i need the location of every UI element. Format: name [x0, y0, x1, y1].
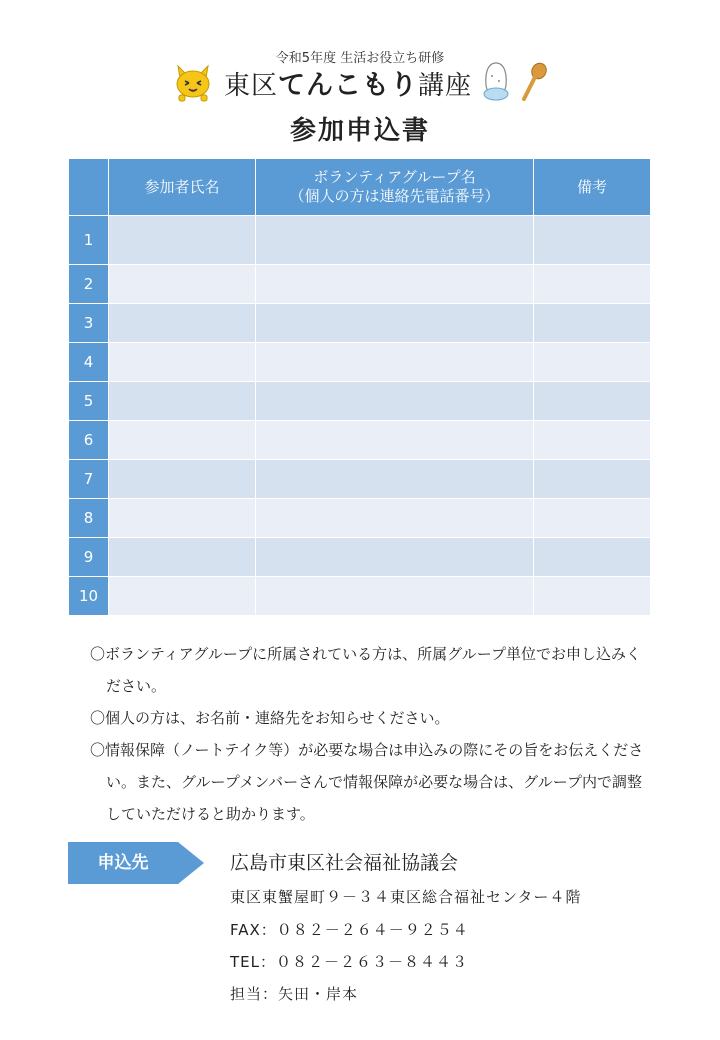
title-suffix: 講座: [418, 70, 473, 101]
note-information-support: 〇情報保障（ノートテイク等）が必要な場合は申込みの際にその旨をお伝えください。また、グループメンバーさんで情報保障が必要な場合は、グループ内で調整していただけると助かります。: [90, 741, 644, 823]
group-name-cell[interactable]: [256, 538, 534, 577]
table-row: [69, 421, 651, 460]
remarks-cell[interactable]: [534, 460, 651, 499]
remarks-cell[interactable]: [534, 538, 651, 577]
row-number: 7: [69, 460, 109, 499]
remarks-cell[interactable]: [534, 577, 651, 616]
event-title-row: [0, 62, 720, 102]
application-table-container: [68, 158, 650, 616]
header-participant-name: 参加者氏名: [109, 159, 256, 216]
remarks-cell[interactable]: [534, 421, 651, 460]
remarks-cell[interactable]: [534, 343, 651, 382]
group-name-cell[interactable]: [256, 499, 534, 538]
participant-name-cell[interactable]: [109, 499, 256, 538]
note-group-application: 〇ボランティアグループに所属されている方は、所属グループ単位でお申し込みください。: [90, 645, 641, 695]
event-subtitle: 令和5年度 生活お役立ち研修: [275, 51, 445, 66]
remarks-cell[interactable]: [534, 304, 651, 343]
title-prefix: 東区: [223, 70, 278, 101]
row-number: 9: [69, 538, 109, 577]
table-row: [69, 577, 651, 616]
row-number: 8: [69, 499, 109, 538]
participant-name-cell[interactable]: [109, 216, 256, 265]
table-row: [69, 216, 651, 265]
group-name-cell[interactable]: [256, 577, 534, 616]
contact-label: 申込先: [97, 853, 149, 873]
contact-organization: 広島市東区社会福祉協議会: [230, 852, 459, 874]
group-name-cell[interactable]: [256, 265, 534, 304]
header-number-column: [69, 159, 109, 216]
spoon-icon: [520, 61, 548, 103]
remarks-cell[interactable]: [534, 216, 651, 265]
row-number: 1: [69, 216, 109, 265]
rice-ball-icon: [482, 61, 510, 103]
remarks-cell[interactable]: [534, 265, 651, 304]
contact-address: 東区東蟹屋町９－３４東区総合福祉センター４階: [230, 888, 582, 906]
row-number: 10: [69, 577, 109, 616]
participant-name-cell[interactable]: [109, 460, 256, 499]
notes-section: [90, 638, 650, 830]
table-row: [69, 265, 651, 304]
table-row: [69, 538, 651, 577]
header: [0, 0, 720, 150]
group-name-cell[interactable]: [256, 460, 534, 499]
row-number: 5: [69, 382, 109, 421]
title-bold: てんこもり: [278, 69, 418, 101]
table-header-row: [69, 159, 651, 216]
row-number: 3: [69, 304, 109, 343]
participant-name-cell[interactable]: [109, 421, 256, 460]
group-name-cell[interactable]: [256, 304, 534, 343]
participant-name-cell[interactable]: [109, 577, 256, 616]
header-remarks: 備考: [534, 159, 651, 216]
table-row: [69, 304, 651, 343]
row-number: 4: [69, 343, 109, 382]
contact-tel: TEL：０８２－２６３－８４４３: [230, 953, 468, 971]
application-table: [68, 158, 651, 616]
contact-staff: 担当：矢田・岸本: [230, 985, 359, 1003]
table-row: [69, 382, 651, 421]
group-name-cell[interactable]: [256, 216, 534, 265]
group-name-cell[interactable]: [256, 343, 534, 382]
cat-mascot-icon: [172, 62, 214, 102]
remarks-cell[interactable]: [534, 499, 651, 538]
participant-name-cell[interactable]: [109, 343, 256, 382]
note-individual-contact: 〇個人の方は、お名前・連絡先をお知らせください。: [90, 709, 450, 727]
participant-name-cell[interactable]: [109, 304, 256, 343]
header-group-name-line1: ボランティアグループ名: [313, 168, 476, 187]
row-number: 2: [69, 265, 109, 304]
table-row: [69, 343, 651, 382]
participant-name-cell[interactable]: [109, 538, 256, 577]
table-row: [69, 499, 651, 538]
event-title: [224, 63, 472, 102]
group-name-cell[interactable]: [256, 421, 534, 460]
contact-section: [68, 840, 668, 1020]
remarks-cell[interactable]: [534, 382, 651, 421]
table-row: [69, 460, 651, 499]
participant-name-cell[interactable]: [109, 382, 256, 421]
group-name-cell[interactable]: [256, 382, 534, 421]
header-group-name: [256, 159, 534, 216]
header-group-name-line2: （個人の方は連絡先電話番号）: [289, 187, 500, 205]
row-number: 6: [69, 421, 109, 460]
contact-fax: FAX：０８２－２６４－９２５４: [230, 921, 469, 939]
participant-name-cell[interactable]: [109, 265, 256, 304]
form-title: 参加申込書: [289, 116, 430, 146]
